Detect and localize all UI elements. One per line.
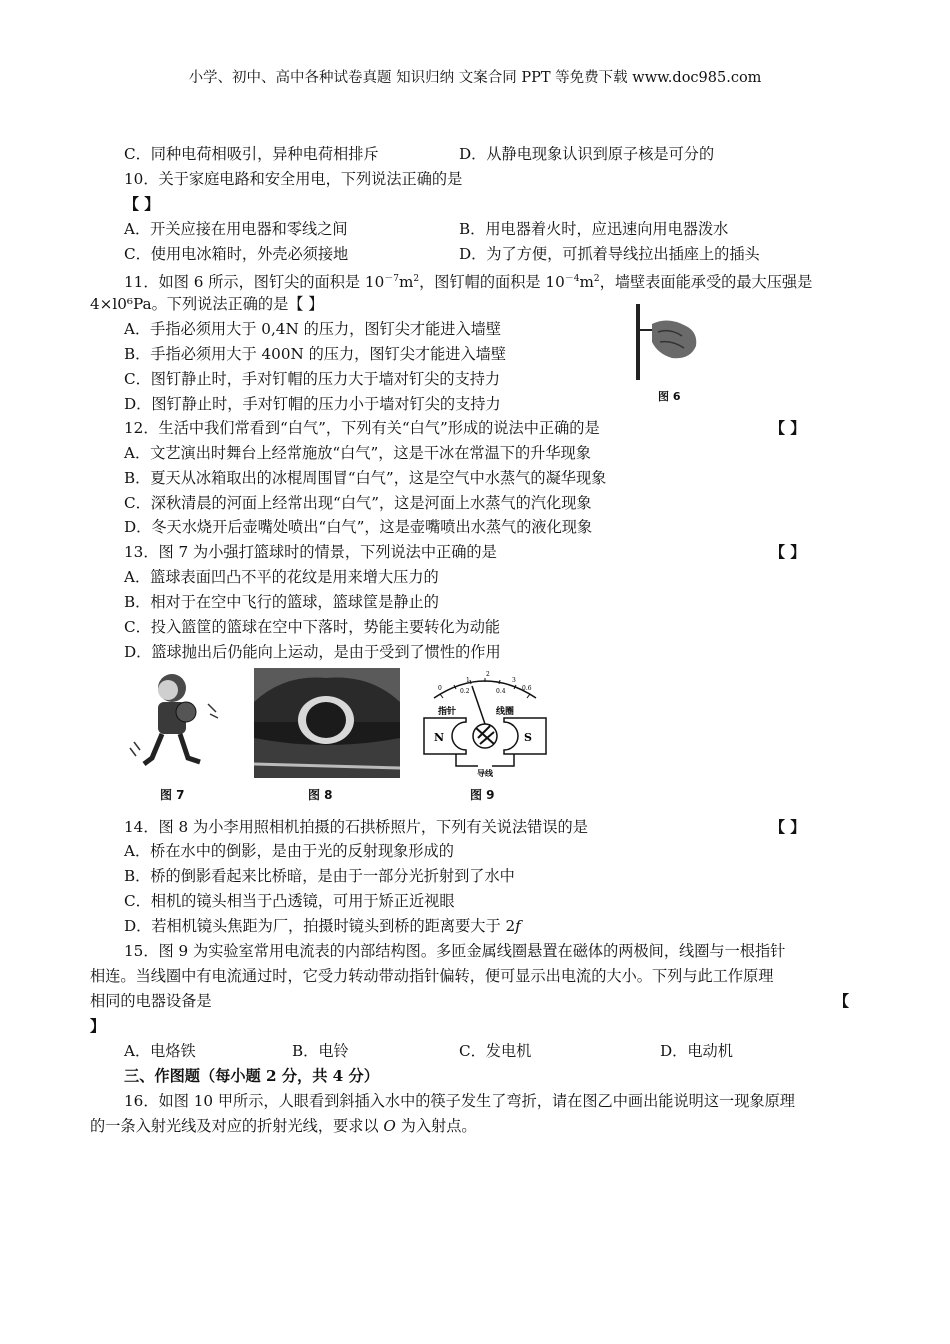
basketball	[176, 702, 196, 722]
magnet-n-pole	[424, 718, 466, 754]
coil-label: 线圈	[496, 707, 515, 717]
q10-answer-bracket: 【 】	[124, 195, 160, 213]
legs	[144, 734, 200, 764]
q10-option-a: A．开关应接在用电器和零线之间	[124, 220, 348, 238]
q14-stem: 14．图 8 为小李用照相机拍摄的石拱桥照片，下列有关说法错误的是	[124, 818, 588, 836]
wall	[636, 304, 640, 380]
q14-option-d: D．若相机镜头焦距为厂，拍摄时镜头到桥的距离要大于 2f	[124, 917, 521, 935]
q15-stem-line1: 15．图 9 为实验室常用电流表的内部结构图。多匝金属线圈悬置在磁体的两极间，线圈与一根指针	[124, 942, 786, 960]
q15-option-a: A．电烙铁	[124, 1042, 196, 1060]
scale-label: 0	[438, 685, 442, 692]
q15-stem-line2: 相连。当线圈中有电流通过时，它受力转动带动指针偏转，便可显示出电流的大小。下列与此工作原理	[90, 967, 774, 985]
arch-reflection	[306, 702, 346, 738]
figure-8-caption: 图 8	[308, 788, 333, 802]
q12-option-d: D．冬天水烧开后壶嘴处喷出“白气”，这是壶嘴喷出水蒸气的液化现象	[124, 518, 593, 536]
q14-answer-bracket: 【 】	[770, 818, 806, 836]
q15-bracket-open: 【	[834, 992, 850, 1010]
q12-stem: 12．生活中我们常看到“白气”，下列有关“白气”形成的说法中正确的是	[124, 419, 600, 437]
q9-option-c: C．同种电荷相吸引，异种电荷相排斥	[124, 145, 379, 163]
q12-option-a: A．文艺演出时舞台上经常施放“白气”，这是干冰在常温下的升华现象	[124, 444, 591, 462]
wire-label: 导线	[477, 768, 493, 778]
q11-option-c: C．图钉静止时，手对钉帽的压力大于墙对钉尖的支持力	[124, 370, 501, 388]
q10-option-c: C．使用电冰箱时，外壳必须接地	[124, 245, 349, 263]
hand	[652, 320, 696, 358]
scale-label: 0.4	[496, 688, 506, 695]
section-3-heading: 三、作图题（每小题 2 分，共 4 分）	[124, 1067, 379, 1085]
q13-option-c: C．投入篮筐的篮球在空中下落时，势能主要转化为动能	[124, 618, 501, 636]
q13-option-b: B．相对于在空中飞行的篮球，篮球筐是静止的	[124, 593, 439, 611]
s-pole-label: S	[524, 731, 532, 744]
q13-stem: 13．图 7 为小强打篮球时的情景，下列说法中正确的是	[124, 543, 497, 561]
q16-stem-line2: 的一条入射光线及对应的折射光线，要求以 O 为入射点。	[90, 1117, 477, 1135]
q11-stem-line1: 11．如图 6 所示，图钉尖的面积是 $10^{-7}m^2$，图钉帽的面积是 $10^{-4}m^2$，墙壁表面能承受的最大压强是	[124, 273, 813, 292]
scale-arc	[434, 681, 536, 698]
figure-6-caption: 图 6	[658, 390, 681, 403]
wires	[456, 754, 514, 766]
figure-6-thumbtack-image	[628, 302, 708, 382]
figure-8-arch-bridge-image	[254, 668, 400, 778]
q15-option-c: C．发电机	[459, 1042, 532, 1060]
q10-option-b: B．用电器着火时，应迅速向用电器泼水	[459, 220, 729, 238]
q13-option-a: A．篮球表面凹凸不平的花纹是用来增大压力的	[124, 568, 439, 586]
figure-7-basketball-player-image	[128, 668, 228, 780]
q14-option-a: A．桥在水中的倒影，是由于光的反射现象形成的	[124, 842, 454, 860]
q10-stem: 10．关于家庭电路和安全用电，下列说法正确的是	[124, 170, 463, 188]
figure-9-caption: 图 9	[470, 788, 495, 802]
figure-9-ammeter-diagram	[420, 668, 550, 780]
q13-answer-bracket: 【 】	[770, 543, 806, 561]
q15-option-b: B．电铃	[292, 1042, 349, 1060]
q12-option-c: C．深秋清晨的河面上经常出现“白气”，这是河面上水蒸气的汽化现象	[124, 494, 592, 512]
pointer-label: 指针	[438, 707, 457, 717]
scale-label: 3	[512, 677, 516, 684]
q11-option-d: D．图钉静止时，手对钉帽的压力小于墙对钉尖的支持力	[124, 395, 501, 413]
q12-option-b: B．夏天从冰箱取出的冰棍周围冒“白气”，这是空气中水蒸气的凝华现象	[124, 469, 607, 487]
q15-bracket-close: 】	[90, 1017, 106, 1035]
q14-option-b: B．桥的倒影看起来比桥暗，是由于一部分光折射到了水中	[124, 867, 515, 885]
pointer-needle	[472, 686, 485, 724]
q12-answer-bracket: 【 】	[770, 419, 806, 437]
q15-option-d: D．电动机	[660, 1042, 733, 1060]
q13-option-d: D．篮球抛出后仍能向上运动，是由于受到了惯性的作用	[124, 643, 501, 661]
scale-label: 1	[466, 677, 470, 684]
q15-stem-line3: 相同的电器设备是	[90, 992, 212, 1010]
q16-stem-line1: 16．如图 10 甲所示，人眼看到斜插入水中的筷子发生了弯折，请在图乙中画出能说明这一现象原理	[124, 1092, 795, 1110]
figure-7-caption: 图 7	[160, 788, 185, 802]
q11-stem-line2: 4×l0⁶Pa。下列说法正确的是【 】	[90, 295, 324, 313]
scale-label: 0.2	[460, 688, 470, 695]
q10-option-d: D．为了方便，可抓着导线拉出插座上的插头	[459, 245, 760, 263]
q14-option-c: C．相机的镜头相当于凸透镜，可用于矫正近视眼	[124, 892, 455, 910]
q9-option-d: D．从静电现象认识到原子核是可分的	[459, 145, 715, 163]
n-pole-label: N	[434, 731, 445, 744]
page-header: 小学、初中、高中各种试卷真题 知识归纳 文案合同 PPT 等免费下载 www.doc985.com	[188, 70, 762, 86]
q11-option-a: A．手指必须用大于 0,4N 的压力，图钉尖才能进入墙壁	[124, 320, 502, 338]
scale-label: 2	[486, 671, 490, 678]
q11-option-b: B．手指必须用大于 400N 的压力，图钉尖才能进入墙壁	[124, 345, 507, 363]
scale-label: 0.6	[522, 685, 532, 692]
